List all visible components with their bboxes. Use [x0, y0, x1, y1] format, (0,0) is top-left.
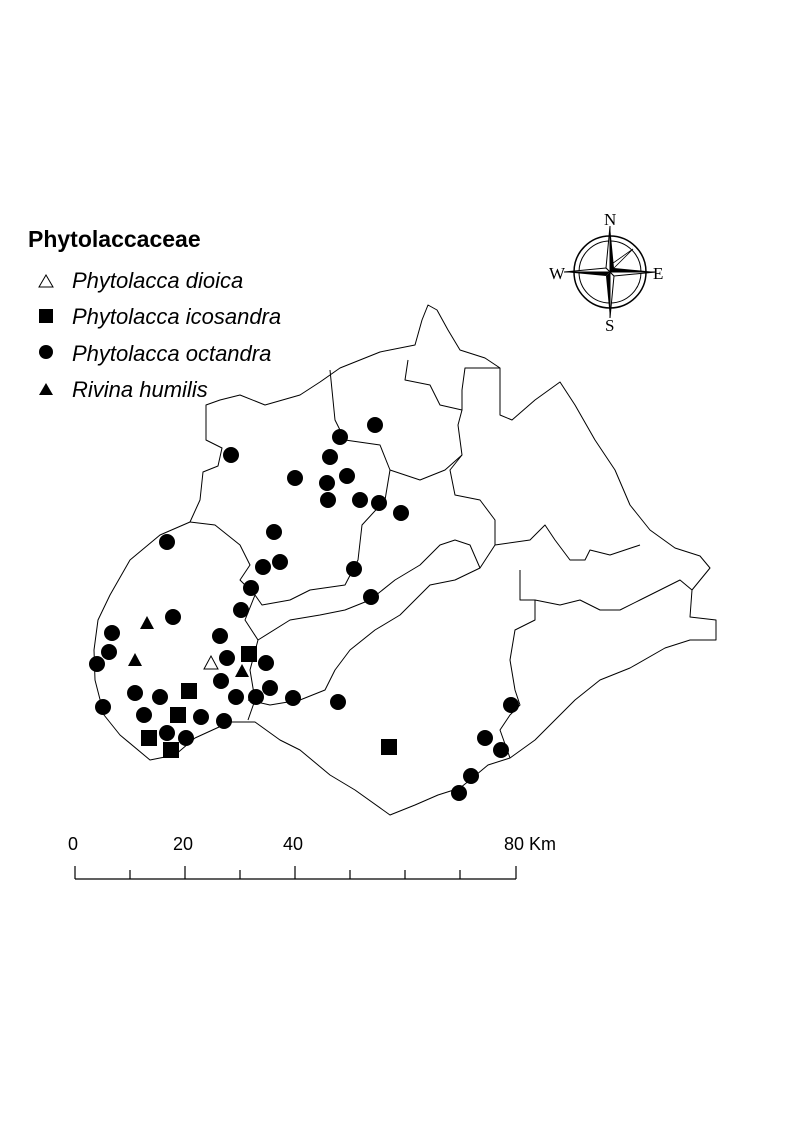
legend: [28, 226, 281, 402]
octandra-marker: [322, 449, 338, 465]
octandra-marker: [223, 447, 239, 463]
octandra-marker: [319, 475, 335, 491]
octandra-marker: [255, 559, 271, 575]
rivina-marker: [128, 653, 142, 666]
octandra-marker: [272, 554, 288, 570]
octandra-marker: [285, 690, 301, 706]
octandra-marker: [262, 680, 278, 696]
scale-label-0: 0: [68, 834, 79, 854]
compass-point-south-left: [606, 272, 610, 318]
compass-point-north-left: [606, 226, 610, 272]
octandra-marker: [258, 655, 274, 671]
compass-rose: [549, 210, 663, 335]
octandra-marker: [266, 524, 282, 540]
octandra-marker: [393, 505, 409, 521]
octandra-marker: [346, 561, 362, 577]
octandra-marker: [330, 694, 346, 710]
octandra-marker: [243, 580, 259, 596]
compass-west-label: W: [549, 264, 566, 283]
icosandra-marker: [381, 739, 397, 755]
octandra-marker: [477, 730, 493, 746]
octandra-marker: [352, 492, 368, 508]
octandra-marker: [339, 468, 355, 484]
circle-filled-icon: [39, 345, 53, 359]
compass-point-south-right: [610, 272, 614, 318]
boundary-east-wedge: [535, 580, 692, 610]
octandra-marker: [213, 673, 229, 689]
octandra-marker: [371, 495, 387, 511]
legend-label-rivina: Rivina humilis: [72, 377, 208, 402]
octandra-marker: [101, 644, 117, 660]
octandra-marker: [320, 492, 336, 508]
icosandra-marker: [181, 683, 197, 699]
legend-label-octandra: Phytolacca octandra: [72, 341, 272, 366]
boundary-east-middle: [248, 545, 495, 705]
rivina-marker: [235, 664, 249, 677]
octandra-marker: [89, 656, 105, 672]
octandra-marker: [363, 589, 379, 605]
boundary-west-central: [190, 522, 258, 720]
legend-label-icosandra: Phytolacca icosandra: [72, 304, 282, 329]
compass-point-north-right: [610, 226, 614, 272]
octandra-marker: [451, 785, 467, 801]
boundary-southeast: [500, 570, 535, 758]
square-filled-icon: [39, 309, 53, 323]
compass-point-west-low: [564, 272, 610, 276]
icosandra-marker: [163, 742, 179, 758]
octandra-marker: [287, 470, 303, 486]
compass-point-west-high: [564, 268, 610, 272]
octandra-marker: [233, 602, 249, 618]
scale-bar: [68, 834, 556, 879]
octandra-marker: [212, 628, 228, 644]
compass-north-label: N: [604, 210, 617, 229]
icosandra-marker: [241, 646, 257, 662]
icosandra-marker: [170, 707, 186, 723]
octandra-marker: [216, 713, 232, 729]
compass-point-east-high: [610, 268, 656, 272]
octandra-marker: [463, 768, 479, 784]
octandra-marker: [248, 689, 264, 705]
octandra-marker: [503, 697, 519, 713]
occurrence-points: [89, 417, 519, 801]
octandra-marker: [332, 429, 348, 445]
scale-label-20: 20: [173, 834, 194, 854]
octandra-marker: [159, 534, 175, 550]
octandra-marker: [95, 699, 111, 715]
octandra-marker: [193, 709, 209, 725]
scale-label-40: 40: [283, 834, 304, 854]
legend-title: Phytolaccaceae: [28, 226, 201, 252]
octandra-marker: [219, 650, 235, 666]
octandra-marker: [152, 689, 168, 705]
octandra-marker: [136, 707, 152, 723]
dioica-marker: [204, 656, 218, 669]
octandra-marker: [178, 730, 194, 746]
octandra-marker: [165, 609, 181, 625]
octandra-marker: [493, 742, 509, 758]
boundary-east-upper: [450, 410, 640, 560]
triangle-open-icon: [39, 275, 53, 287]
icosandra-marker: [141, 730, 157, 746]
octandra-marker: [127, 685, 143, 701]
legend-label-dioica: Phytolacca dioica: [72, 268, 244, 293]
octandra-marker: [228, 689, 244, 705]
octandra-marker: [159, 725, 175, 741]
triangle-filled-icon: [39, 383, 53, 395]
compass-south-label: S: [605, 316, 615, 335]
boundary-northeast: [405, 360, 500, 410]
rivina-marker: [140, 616, 154, 629]
octandra-marker: [367, 417, 383, 433]
octandra-marker: [104, 625, 120, 641]
scale-label-80: 80 Km: [504, 834, 557, 854]
compass-point-east-low: [610, 272, 656, 276]
compass-east-label: E: [653, 264, 664, 283]
